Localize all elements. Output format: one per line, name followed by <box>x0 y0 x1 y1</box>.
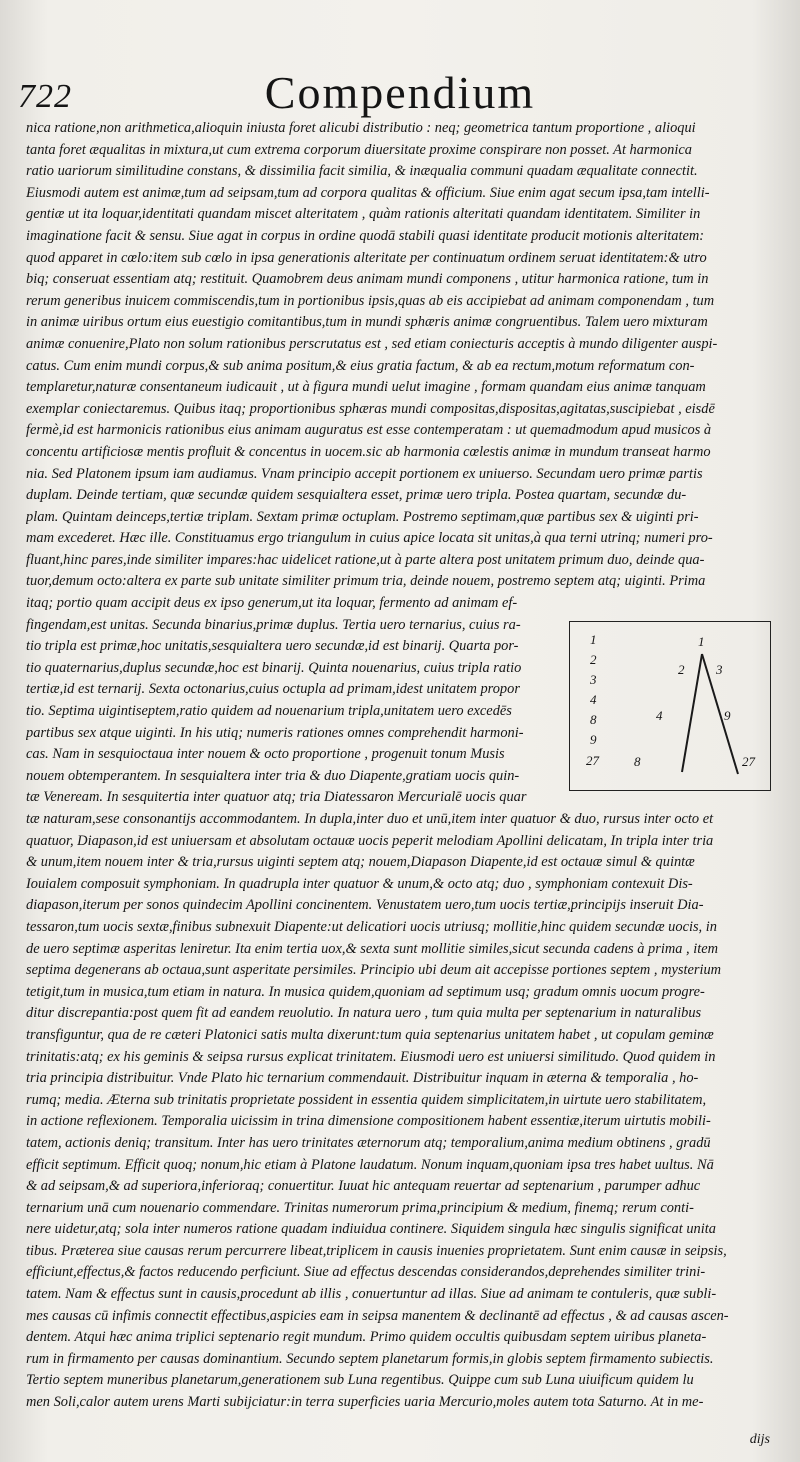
text-before-figure <box>26 118 771 615</box>
text-line: diapason,iterum per sonos quindecim Apollini concinentem. Venustatem uero,tum uocis tertiæ,principijs inseruit Dia- <box>26 897 704 914</box>
figure-column-number: 9 <box>590 731 597 747</box>
text-after-figure <box>26 809 771 1414</box>
text-line: templaretur,naturæ consentaneum iudicauit , ut à figura mundi uelut imagine , formam quandam eius animæ tanquam <box>26 379 706 396</box>
text-line: trinitatis:atq; ex his geminis & seipsa rursus explicat trinitatem. Eiusmodi uero est uniuersi similitudo. Quod quidem in <box>26 1048 716 1065</box>
lambda-left-stroke <box>682 654 702 772</box>
text-line: tatem, actionis deniq; transitum. Inter has uero trinitates æternorum atq; temporalium,anima medium obtinens , gradū <box>26 1134 711 1151</box>
text-line: tria principia distribuitur. Vnde Plato hic ternarium commendauit. Distribuitur inquam in æterna & temporalia , ho- <box>26 1070 699 1087</box>
text-line: nouem obtemperantem. In sesquialtera inter tria & duo Diapente,gratiam uocis quin- <box>26 767 520 784</box>
text-line: rumq; media. Æterna sub trinitatis proprietate possident in essentia quidem simplicitatem,in uirtute uero stabilitatem, <box>26 1091 707 1108</box>
text-line: Tertio septem muneribus planetarum,generationem sub Luna regentibus. Quippe cum sub Luna uiuificum quidem lu <box>26 1372 694 1389</box>
text-line: tertiæ,id est ternarij. Sexta octonarius,cuius octupla ad primam,idest unitatem propor <box>26 681 520 698</box>
text-line: itaq; portio quam accipit deus ex ipso generum,ut ita loquar, fermento ad animam ef- <box>26 595 518 612</box>
text-line: quatuor, Diapason,id est uniuersam et absolutam octauæ uocis peperit melodiam Apollini delicatam, In tripla inter tria <box>26 832 714 849</box>
text-line: in actione reflexionem. Temporalia uicissim in trina dimensione compositionem habent essentiæ,iterum uirtutis mobili- <box>26 1113 711 1130</box>
figure-column-number: 3 <box>590 671 597 687</box>
page-number: 722 <box>18 78 72 115</box>
text-line: & ad seipsam,& ad superiora,inferioraq; conuertitur. Iuuat hic antequam reuertar ad septenarium , parumper adhuc <box>26 1178 701 1195</box>
catchword: dijs <box>749 1432 770 1447</box>
text-line: partibus sex atque uiginti. In his utiq; numeris rationes omnes comprehendit harmoni- <box>26 724 524 741</box>
text-line: tio tripla est primæ,hoc unitatis,sesquialtera uero secundæ,id est binarij. Quarta por- <box>26 638 519 655</box>
text-line: nica ratione,non arithmetica,alioquin iniusta foret alicubi distributio : neq; geometrica tantum proportione , alioqui <box>26 120 696 136</box>
figure-apex-number: 1 <box>698 633 705 649</box>
text-line: nia. Sed Platonem ipsum iam audiamus. Vnam principio accepit portionem ex uniuerso. Secundam uero primæ partis <box>26 465 703 482</box>
text-line: tanta foret æqualitas in mixtura,ut cum extrema corporum diuersitate proxime conspirare non posset. At harmonica <box>26 141 692 158</box>
text-line: septima degenerans ab octaua,sunt asperitate persimiles. Principio ubi deum ait accepisse portiones septem , mysterium <box>26 962 722 979</box>
figure-odd-number: 3 <box>716 661 723 677</box>
text-beside-figure <box>26 615 561 809</box>
text-line: plam. Quintam deinceps,tertiæ triplam. Sextam primæ octuplam. Postremo septimam,quæ partibus sex & uiginti pri- <box>26 508 699 525</box>
text-line: rum in firmamento per causas dominantium. Secundo septem planetarum formis,in globis septem firmamento subiectis. <box>26 1350 714 1367</box>
text-line: transfiguntur, qua de re cæteri Platonici satis multa dixerunt:tum quia septenarius unitatem habet , ut copulam geminæ <box>26 1026 714 1043</box>
text-line: cas. Nam in sesquioctaua inter nouem & octo proportione , progenuit tonum Musis <box>26 746 505 763</box>
text-line: tio. Septima uigintiseptem,ratio quidem ad nouenarium tripla,unitatem uero excedēs <box>26 703 512 720</box>
main-text <box>26 118 771 1414</box>
text-line: tatem. Nam & effectus sunt in causis,procedunt ab illis , conuertuntur ad illas. Siue ad animam te contuleris, quæ subli- <box>26 1286 717 1303</box>
text-line: ditur discrepantia:post quem fit ad eandem reuolutio. In natura uero , tum quia multa per septenarium in naturalibus <box>26 1005 702 1022</box>
text-line: catus. Cum enim mundi corpus,& sub anima positum,& eius gratia factum, & ab ea rectum,motum reformatum con- <box>26 357 695 374</box>
text-line: & unum,item nouem inter & tria,rursus uiginti septem atq; nouem,Diapason Diapente,id est octauæ simul & quintæ <box>26 854 695 871</box>
figure-odd-number: 9 <box>724 707 731 723</box>
text-line: exemplar coniectaremus. Quibus itaq; proportionibus sphæras mundi compositas,dispositas,agitatas,suscipiebat , eisdē <box>26 400 715 417</box>
text-line: in animæ uiribus ortum eius euestigio comitantibus,tum in mundi sphæris animæ congruentibus. Talem uero mixturam <box>26 314 708 331</box>
text-line: duplam. Deinde tertiam, quæ secundæ quidem sesquialtera esset, primæ uero tripla. Postea quartam, secundæ du- <box>26 487 687 504</box>
text-line: mam excederet. Hæc ille. Constituamus ergo triangulum in cuius apice locata sit unitas,à qua terni utrinq; numeri pro- <box>26 530 713 547</box>
text-line: fluant,hinc pares,inde similiter impares:hac uidelicet ratione,ut à parte altera post unitatem primum duo, deinde qua- <box>26 551 705 568</box>
text-line: ternarium unā cum nouenario commendare. Trinitas numerorum prima,principium & medium, finemq; rerum conti- <box>26 1199 694 1216</box>
text-line: animæ conuenire,Plato non solum rationibus perscrutatus est , sed etiam coniecturis acceptis à mundo diligenter auspi- <box>26 335 718 352</box>
text-line: tetigit,tum in musica,tum etiam in natura. In musica quidem,quoniam ad septimum usq; gradum omnis uocum progre- <box>26 983 705 1000</box>
text-line: efficit septimum. Efficit quoq; nonum,hic etiam à Platone laudatum. Nonum inquam,quoniam ipsa tres habet uultus. Nā <box>26 1156 714 1173</box>
figure-column-number: 8 <box>590 711 597 727</box>
figure-even-number: 4 <box>656 707 663 723</box>
lambda-diagram <box>569 621 771 791</box>
text-line: Eiusmodi autem est animæ,tum ad seipsam,tum ad corpora qualitas & officium. Siue enim agat secum ipsa,tam intelli- <box>26 184 710 201</box>
text-line: ratio uariorum similitudine constans, & dissimilia facit similia, & inæqualia communi quadam æqualitate connectit. <box>26 163 698 180</box>
text-line: tæ Veneream. In sesquitertia inter quatuor atq; tria Diatessaron Mercurialē uocis quar <box>26 789 527 806</box>
text-line: tio quaternarius,duplus secundæ,hoc est binarij. Quinta nouenarius, cuius tripla ratio <box>26 659 522 676</box>
lambda-diagram-svg <box>570 622 770 790</box>
text-line: dentem. Atqui hæc anima triplici septenario regit mundum. Primo quidem occultis quibusdam septem uiribus planeta- <box>26 1329 707 1346</box>
text-line: concentu artificiosæ mentis profluit & concentus in uocem.sic ab harmonia cœlestis animæ in mundum transeat harmo <box>26 443 711 460</box>
text-line: mes causas cū infimis connectit effectibus,aspicies eam in seipsa manentem & declinantē ad effectus , & ad causas ascen- <box>26 1307 729 1324</box>
figure-column-number: 4 <box>590 691 597 707</box>
text-line: efficiunt,effectus,& factos reducendo perficiunt. Siue ad effectus descendas considerandos,deprehendes similiter trini- <box>26 1264 706 1281</box>
running-title: Compendium <box>264 67 536 118</box>
text-line: gentiæ ut ita loquar,identitati quandam miscet alteritatem , quàm rationis alteritati quandam identitatem. Similiter in <box>26 206 701 223</box>
figure-odd-number: 27 <box>742 753 755 769</box>
text-line: imaginatione facit & sensu. Siue agat in corpus in ordine quodā stabili quasi identitate producit motionis alteritatem: <box>26 227 705 244</box>
text-line: fermè,id est harmonicis rationibus eius animam auguratus est esse contemperatam : ut quemadmodum apud musicos à <box>26 422 712 439</box>
text-line: quod apparet in cœlo:item sub cœlo in ipsa generationis alteritate per continuatum ordinem seruat identitatem:& utro <box>26 249 707 266</box>
figure-row <box>26 615 771 809</box>
text-line: men Soli,calor autem urens Marti subijciatur:in terra superficies uaria Mercurio,moles autem tota Saturno. At in me- <box>26 1394 704 1411</box>
text-line: Iouialem composuit symphoniam. In quadrupla inter quatuor & unum,& octo atq; duo , symphoniam contexuit Dis- <box>26 875 693 892</box>
text-line: fingendam,est unitas. Secunda binarius,primæ duplus. Tertia uero ternarius, cuius ra- <box>26 616 521 633</box>
text-line: tæ naturam,sese consonantijs accommodantem. In dupla,inter duo et unū,item inter quatuor & duo, rursus inter octo et <box>26 811 714 827</box>
text-line: tessaron,tum uocis sextæ,finibus subnexuit Diapente:ut delicatiori uocis utriusq; mollitie,hinc quidem secundæ uocis, in <box>26 918 717 935</box>
text-line: tuor,demum octo:altera ex parte sub unitate similiter primum tria, deinde nouem, postremo septem atq; uiginti. Prima <box>26 573 706 590</box>
text-line: rerum generibus inuicem commiscendis,tum in portionibus ipsis,quas ab eis accipiebat ad animam componendam , tum <box>26 292 715 309</box>
figure-column-number: 2 <box>590 651 597 667</box>
figure-even-number: 2 <box>678 661 685 677</box>
figure-column-number: 27 <box>586 752 599 768</box>
text-line: de uero septimæ asperitas leniretur. Ita enim tertia uox,& sexta sunt mollitie similes,sicut secunda cadens à prima , item <box>26 940 718 957</box>
figure-column-number: 1 <box>590 631 597 647</box>
text-line: biq; conseruat essentiam atq; restituit. Quamobrem deus animam mundi componens , utitur harmonica ratione, tum in <box>26 271 709 288</box>
figure-even-number: 8 <box>634 753 641 769</box>
text-line: tibus. Præterea siue causas rerum percurrere libeat,triplicem in causis inuenies proprietatem. Sunt enim causæ in seipsis, <box>26 1242 727 1259</box>
text-line: nere uidetur,atq; sola inter numeros ratione quadam indiuidua continere. Siquidem singula hæc singulis significat unita <box>26 1221 716 1238</box>
